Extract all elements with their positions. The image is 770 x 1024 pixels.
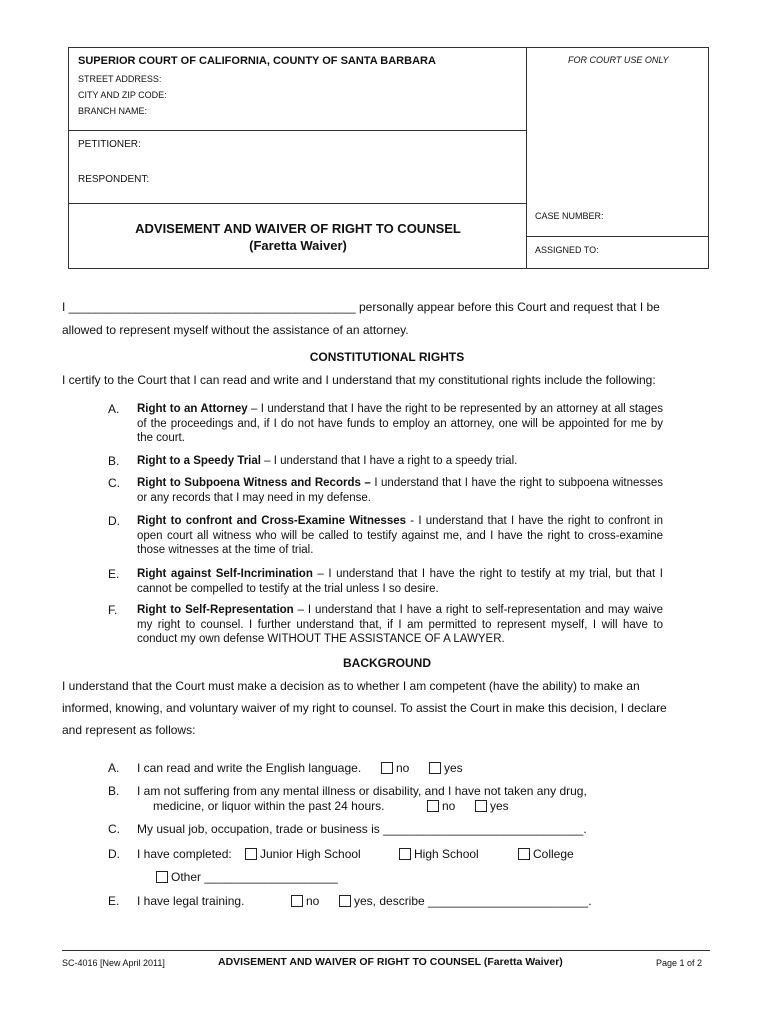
petitioner-label: PETITIONER: — [78, 139, 141, 150]
case-number-divider — [526, 236, 709, 237]
background-line-2: informed, knowing, and voluntary waiver of my right to counsel. To assist the Court in make this decision, I declare — [62, 701, 667, 715]
checkbox[interactable] — [427, 800, 439, 812]
bg-b-letter: B. — [108, 784, 120, 798]
right-d-letter: D. — [108, 514, 120, 528]
bg-a-text: I can read and write the English language. — [137, 761, 362, 775]
right-c-text: Right to Subpoena Witness and Records – I understand that I have the right to subpoena witnesses or any records that I may need in my defense. — [137, 477, 664, 504]
bg-e-no-option[interactable]: no — [291, 894, 319, 908]
court-info-divider — [68, 130, 526, 131]
court-name: SUPERIOR COURT OF CALIFORNIA, COUNTY OF SANTA BARBARA — [78, 55, 436, 67]
footer-rule — [62, 950, 710, 951]
checkbox[interactable] — [291, 895, 303, 907]
bg-a-no-option[interactable]: no — [381, 761, 409, 775]
constitutional-lead: I certify to the Court that I can read and write and I understand that my constitutional rights include the following: — [62, 373, 656, 387]
respondent-label: RESPONDENT: — [78, 174, 150, 185]
bg-d-letter: D. — [108, 847, 120, 861]
right-f-text: Right to Self-Representation – I understand that I have a right to self-representation and may waive my right to counsel. I further understand that, if I am permitted to represent myself, I will have to conduct my own defense WITHOUT THE ASSISTANCE OF A LAWYER. — [137, 604, 663, 645]
background-line-1: I understand that the Court must make a decision as to whether I am competent (have the ability) to make an — [62, 679, 640, 693]
bg-d-hs-option[interactable]: High School — [399, 847, 479, 861]
right-a-text: Right to an Attorney – I understand that I have the right to be represented by an attorney at all stages of the proceedings and, if I do not have funds to employ an attorney, one will be appointed for me by the court. — [137, 403, 663, 444]
background-heading: BACKGROUND — [343, 656, 431, 670]
right-e-text: Right against Self-Incrimination – I understand that I have the right to testify at my trial, but that I cannot be compelled to testify at the trial unless I so desire. — [137, 568, 663, 595]
for-court-use-label: FOR COURT USE ONLY — [568, 55, 669, 65]
bg-a-letter: A. — [108, 761, 120, 775]
checkbox[interactable] — [381, 762, 393, 774]
checkbox[interactable] — [156, 871, 168, 883]
branch-name-label: BRANCH NAME: — [78, 106, 148, 116]
intro-line-1: I ___________________________________________ personally appear before this Court and request that I be — [62, 300, 660, 314]
right-e-letter: E. — [108, 567, 120, 581]
bg-a-yes-option[interactable]: yes — [429, 761, 463, 775]
bg-b-text-2: medicine, or liquor within the past 24 hours. — [153, 799, 385, 813]
bg-b-text-1: I am not suffering from any mental illness or disability, and I have not taken any drug, — [137, 784, 587, 798]
title-divider — [68, 203, 526, 204]
checkbox[interactable] — [429, 762, 441, 774]
form-title-sub: (Faretta Waiver) — [249, 238, 347, 253]
constitutional-rights-heading: CONSTITUTIONAL RIGHTS — [309, 350, 465, 364]
background-line-3: and represent as follows: — [62, 723, 196, 737]
bg-d-other-option[interactable]: Other ____________________ — [156, 870, 338, 884]
checkbox[interactable] — [245, 848, 257, 860]
right-c-letter: C. — [108, 476, 120, 490]
bg-b-no-option[interactable]: no — [427, 799, 455, 813]
case-number-label: CASE NUMBER: — [535, 211, 604, 221]
footer-title: ADVISEMENT AND WAIVER OF RIGHT TO COUNSEL (Faretta Waiver) — [218, 956, 563, 968]
checkbox[interactable] — [518, 848, 530, 860]
bg-d-jhs-option[interactable]: Junior High School — [245, 847, 361, 861]
right-a-letter: A. — [108, 402, 120, 416]
city-zip-label: CITY AND ZIP CODE: — [78, 90, 167, 100]
bg-e-text: I have legal training. — [137, 894, 245, 908]
footer-page-number: Page 1 of 2 — [656, 958, 703, 968]
right-f-letter: F. — [108, 603, 118, 617]
bg-d-text: I have completed: — [137, 847, 232, 861]
form-title — [80, 220, 516, 254]
intro-line-2: allowed to represent myself without the assistance of an attorney. — [62, 323, 409, 337]
street-address-label: STREET ADDRESS: — [78, 74, 162, 84]
right-d-text: Right to confront and Cross-Examine Witnesses - I understand that I have the right to confront in open court all witness who will be called to testify against me, and I have the right to cross-examine those witnesses at the time of trial. — [137, 515, 664, 556]
bg-e-letter: E. — [108, 894, 120, 908]
bg-c-text: My usual job, occupation, trade or business is ______________________________. — [137, 822, 587, 836]
right-b-text: Right to a Speedy Trial – I understand that I have a right to a speedy trial. — [137, 455, 518, 467]
assigned-to-label: ASSIGNED TO: — [535, 245, 599, 255]
checkbox[interactable] — [399, 848, 411, 860]
bg-d-college-option[interactable]: College — [518, 847, 574, 861]
bg-e-yes-option[interactable]: yes, describe ________________________. — [339, 894, 592, 908]
bg-b-yes-option[interactable]: yes — [475, 799, 509, 813]
bg-c-letter: C. — [108, 822, 120, 836]
checkbox[interactable] — [339, 895, 351, 907]
form-title-main: ADVISEMENT AND WAIVER OF RIGHT TO COUNSEL — [135, 221, 461, 236]
checkbox[interactable] — [475, 800, 487, 812]
footer-form-id: SC-4016 [New April 2011] — [62, 958, 165, 968]
right-b-letter: B. — [108, 454, 120, 468]
